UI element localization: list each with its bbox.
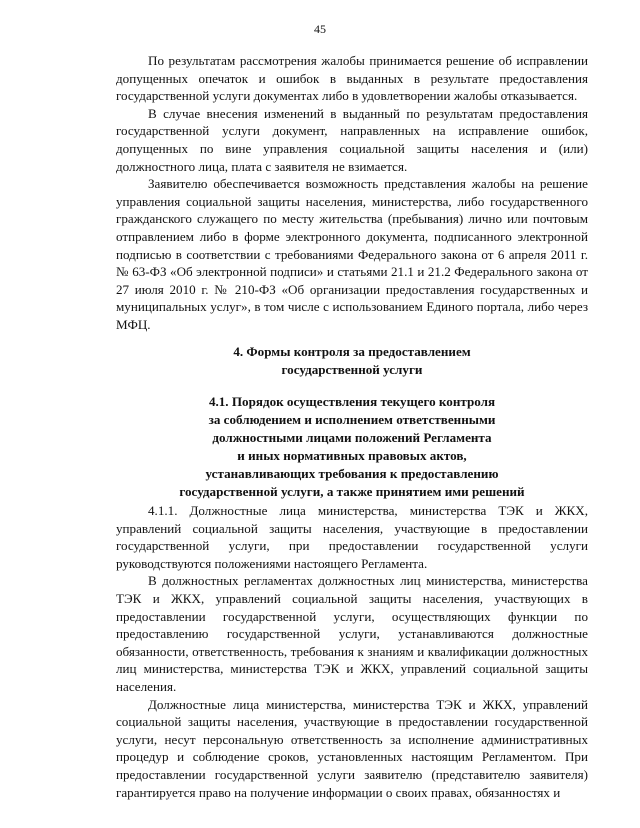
- section-heading: [116, 343, 588, 379]
- subsection-heading-line-4: и иных нормативных правовых актов,: [237, 448, 467, 463]
- subsection-heading: [116, 393, 588, 501]
- subsection-heading-line-1: 4.1. Порядок осуществления текущего контроля: [208, 394, 496, 409]
- complaint-section-text: [116, 52, 588, 334]
- control-section-text: [116, 502, 588, 801]
- section-heading-line-1: 4. Формы контроля за предоставлением: [233, 344, 471, 359]
- subsection-heading-line-5: устанавливающих требования к предоставлению: [205, 466, 499, 481]
- paragraph-job-regulations: В должностных регламентах должностных лиц министерства, министерства ТЭК и ЖКХ, управлений социальной защиты населения, участвующих в предоставлении государственной услуги, осуществляющих функции по предоставлению государственной услуги, устанавливаются должностные обязанности, ответственность, требования к знаниям и квалификации должностных лиц министерства, министерства ТЭК и ЖКХ, управлений социальной защиты населения.: [116, 573, 588, 694]
- subsection-heading-line-2: за соблюдением и исполнением ответственными: [208, 412, 496, 427]
- subsection-heading-line-6: государственной услуги, а также принятием ими решений: [179, 484, 525, 499]
- paragraph-complaint-submission: Заявителю обеспечивается возможность представления жалобы на решение управления социальной защиты населения, министерства, либо государственного гражданского служащего по месту жительства (пребывания) лично или почтовым отправлением либо в форме электронного документа, подписанного электронной подписью в соответствии с требованиями Федерального закона от 6 апреля 2011 г. № 63-ФЗ «Об электронной подписи» и статьями 21.1 и 21.2 Федерального закона от 27 июля 2010 г. № 210-ФЗ «Об организации предоставления государственных и муниципальных услуг», в том числе с использованием Единого портала, либо через МФЦ.: [116, 176, 588, 332]
- paragraph-4-1-1: 4.1.1. Должностные лица министерства, министерства ТЭК и ЖКХ, управлений социальной защиты населения, участвующие в предоставлении государственной услуги, при предоставлении государственной услуги руководствуются положениями настоящего Регламента.: [116, 503, 588, 571]
- subsection-heading-line-3: должностными лицами положений Регламента: [212, 430, 492, 445]
- section-heading-line-2: государственной услуги: [281, 362, 423, 377]
- paragraph-complaint-decision: По результатам рассмотрения жалобы принимается решение об исправлении допущенных опечаток и ошибок в выданных в результате предоставления государственной услуги документах либо в удовлетворении жалобы отказывается.: [116, 53, 588, 104]
- paragraph-personal-responsibility: Должностные лица министерства, министерства ТЭК и ЖКХ, управлений социальной защиты населения, участвующие в предоставлении государственной услуги, несут персональную ответственность за исполнение административных процедур и соблюдение сроков, установленных настоящим Регламентом. При предоставлении государственной услуги заявителю (представителю заявителя) гарантируется право на получение информации о своих правах, обязанностях и: [116, 696, 588, 800]
- paragraph-no-fee: В случае внесения изменений в выданный по результатам предоставления государственной услуги документ, направленных на исправление ошибок, допущенных по вине управления социальной защиты населения и (или) должностного лица, плата с заявителя не взимается.: [116, 105, 588, 174]
- page-number: 45: [314, 22, 326, 36]
